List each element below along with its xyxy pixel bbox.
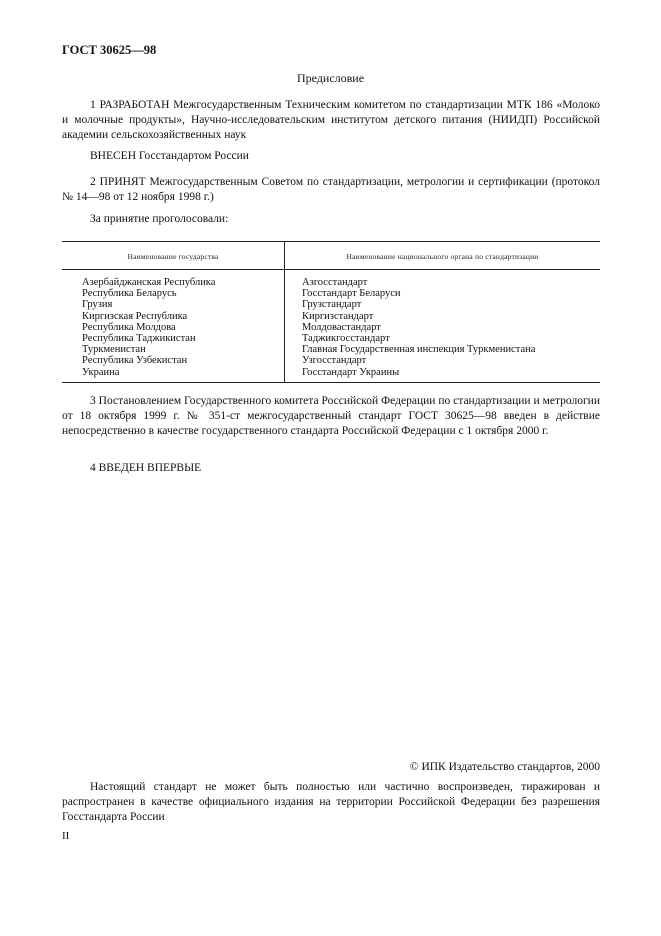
table-cell-national-body: Узгосстандарт (302, 355, 367, 367)
table-cell-state: Киргизская Республика (82, 310, 188, 322)
table-cell-state: Туркменистан (82, 344, 146, 356)
table-column-divider (284, 242, 285, 382)
table-header-national-body: Наименование национального органа по стандартизации (346, 252, 539, 261)
table-cell-state: Украина (82, 366, 120, 378)
table-cell-national-body: Киргизстандарт (302, 310, 374, 322)
table-cell-state: Грузия (82, 299, 113, 311)
table-cell-state: Азербайджанская Республика (82, 277, 216, 288)
voting-table (62, 241, 600, 383)
table-cell-state: Республика Беларусь (82, 288, 177, 300)
table-cell-national-body: Молдовастандарт (302, 321, 381, 333)
table-cell-state: Республика Узбекистан (82, 355, 188, 367)
table-cell-state: Республика Молдова (82, 321, 176, 333)
table-header-state: Наименование государства (127, 252, 219, 261)
page-number: II (62, 830, 70, 842)
paragraph-introduced-first: 4 ВВЕДЕН ВПЕРВЫЕ (90, 462, 202, 474)
reproduction-notice: Настоящий стандарт не может быть полностью или частично воспроизведен, тиражирован и распространен в качестве официального издания на территории Российской Федерации без разрешения Госстандарта России (62, 781, 600, 823)
paragraph-developed-by: 1 РАЗРАБОТАН Межгосударственным Техническим комитетом по стандартизации МТК 186 «Молоко и молочные продукты», Научно-исследовательским институтом детского питания (НИИДП) Российской академии сельскохозяйственных наук (62, 99, 600, 141)
table-cell-national-body: Таджикгосстандарт (302, 333, 390, 345)
paragraph-resolution: 3 Постановлением Государственного комитета Российской Федерации по стандартизации и метрологии от 18 октября 1999 г. № 351-ст межгосударственный стандарт ГОСТ 30625—98 введен в действие непосредственно в качестве государственного стандарта Российской Федерации с 1 октября 2000 г. (62, 395, 600, 437)
copyright-notice: © ИПК Издательство стандартов, 2000 (409, 761, 600, 773)
table-cell-national-body: Госстандарт Беларуси (302, 288, 401, 300)
table-cell-state: Республика Таджикистан (82, 333, 196, 345)
state-list (82, 277, 215, 378)
document-id: ГОСТ 30625—98 (62, 43, 157, 57)
table-cell-national-body: Главная Государственная инспекция Туркменистана (302, 344, 536, 356)
table-cell-national-body: Грузстандарт (302, 299, 362, 311)
paragraph-voted: За принятие проголосовали: (90, 213, 229, 225)
table-header-rule (62, 269, 600, 270)
paragraph-submitted-by: ВНЕСЕН Госстандартом России (90, 150, 249, 162)
national-body-list (302, 277, 535, 378)
table-cell-national-body: Госстандарт Украины (302, 366, 400, 378)
page-title: Предисловие (296, 71, 365, 85)
paragraph-adopted-by: 2 ПРИНЯТ Межгосударственным Советом по стандартизации, метрологии и сертификации (протокол № 14—98 от 12 ноября 1998 г.) (62, 176, 600, 203)
table-cell-national-body: Азгосстандарт (302, 277, 368, 288)
